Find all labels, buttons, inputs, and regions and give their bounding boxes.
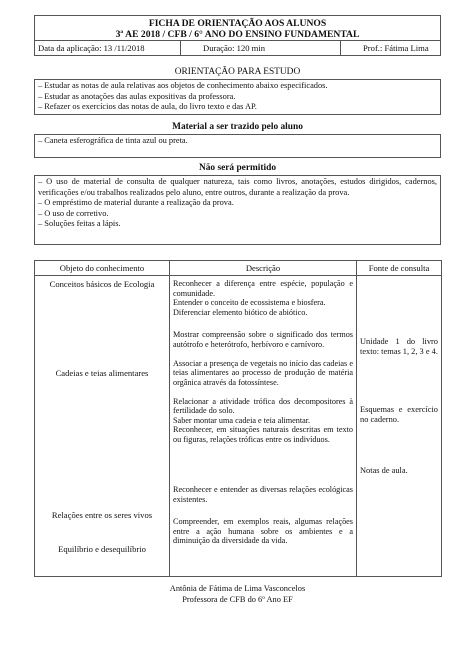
not-allowed-item: – O uso de material de consulta de qualquer natureza, tais como livros, anotações, estudos dirigidos, cadernos, verificações e/ou trabalhos realizados pelo aluno, entre outros, durante a realização da prova. [38, 177, 437, 197]
object-equilibrium: Equilíbrio e desequilíbrio [58, 544, 146, 554]
source-textbook: Unidade 1 do livro texto: temas 1, 2, 3 e 4. [360, 337, 438, 356]
teacher-name: Prof.: Fátima Lima [363, 43, 429, 53]
meta-row [34, 40, 441, 56]
materials-box [34, 134, 441, 158]
exam-duration: Duração: 120 min [181, 41, 341, 55]
guidance-item: – Estudar as notas de aula relativas aos objetos de conhecimento abaixo especificados. [38, 81, 328, 90]
source-class-notes: Notas de aula. [360, 466, 408, 475]
header-source: Fonte de consulta [357, 261, 442, 276]
not-allowed-title: Não será permitido [198, 163, 277, 173]
description-item: Compreender, em exemplos reais, algumas relações entre a ação humana sobre os ambientes e a diminuição da diversidade da vida. [173, 517, 353, 545]
objects-cell [35, 276, 170, 577]
description-item: Associar a presença de vegetais no início das cadeias e teias alimentares ao processo de produção de matéria orgânica através da fotossíntese. [173, 358, 353, 387]
description-item: Reconhecer a diferença entre espécie, população e comunidade. [173, 279, 353, 298]
footer-signature-name: Antônia de Fátima de Lima Vasconcelos [169, 584, 306, 593]
not-allowed-item: – O empréstimo de material durante a realização da prova. [38, 198, 234, 208]
description-item: Relacionar a atividade trófica dos decompositores à fertilidade do solo. [173, 396, 353, 415]
description-item: Reconhecer e entender as diversas relações ecológicas existentes. [173, 485, 353, 504]
header-object: Objeto do conhecimento [35, 261, 170, 276]
guidance-item: – Refazer os exercícios das notas de aula, do livro texto e das AP. [38, 102, 257, 112]
description-item: Reconhecer, em situações naturais descritas em texto ou figuras, relações tróficas entre os indivíduos. [173, 425, 353, 444]
description-item: Mostrar compreensão sobre o significado dos termos autótrofo e heterótrofo, herbívoro e carnívoro. [173, 330, 353, 349]
content-table [34, 260, 442, 577]
document-subtitle: 3ª AE 2018 / CFB / 6° ANO DO ENSINO FUNDAMENTAL [115, 29, 360, 40]
object-ecology-basics: Conceitos básicos de Ecologia [49, 279, 155, 289]
materials-item: – Caneta esferográfica de tinta azul ou preta. [38, 136, 188, 145]
footer-signature-role: Professora de CFB do 6º Ano EF [182, 595, 293, 604]
description-item: Saber montar uma cadeia e teia alimentar. [173, 415, 311, 425]
not-allowed-box [34, 175, 441, 245]
application-date: Data da aplicação: 13 /11/2018 [35, 41, 181, 55]
header-description: Descrição [170, 261, 357, 276]
not-allowed-item: – O uso de corretivo. [38, 208, 109, 218]
descriptions-cell [170, 276, 357, 577]
description-item: Diferenciar elemento biótico de abiótico. [173, 307, 308, 317]
description-item: Entender o conceito de ecossistema e biosfera. [173, 298, 326, 307]
not-allowed-item: – Soluções feitas a lápis. [38, 219, 121, 229]
object-food-chains: Cadeias e teias alimentares [55, 368, 149, 378]
guidance-item: – Estudar as anotações das aulas expositivas da professora. [38, 91, 236, 101]
document-title: FICHA DE ORIENTAÇÃO AOS ALUNOS [148, 18, 327, 29]
object-relations: Relações entre os seres vivos [51, 510, 153, 520]
sources-cell [357, 276, 442, 577]
study-guidance-title: ORIENTAÇÃO PARA ESTUDO [174, 67, 301, 77]
header-box [34, 15, 441, 41]
study-guidance-box [34, 79, 441, 115]
source-notebook: Esquemas e exercício no caderno. [360, 405, 438, 424]
materials-title: Material a ser trazido pelo aluno [172, 122, 303, 132]
